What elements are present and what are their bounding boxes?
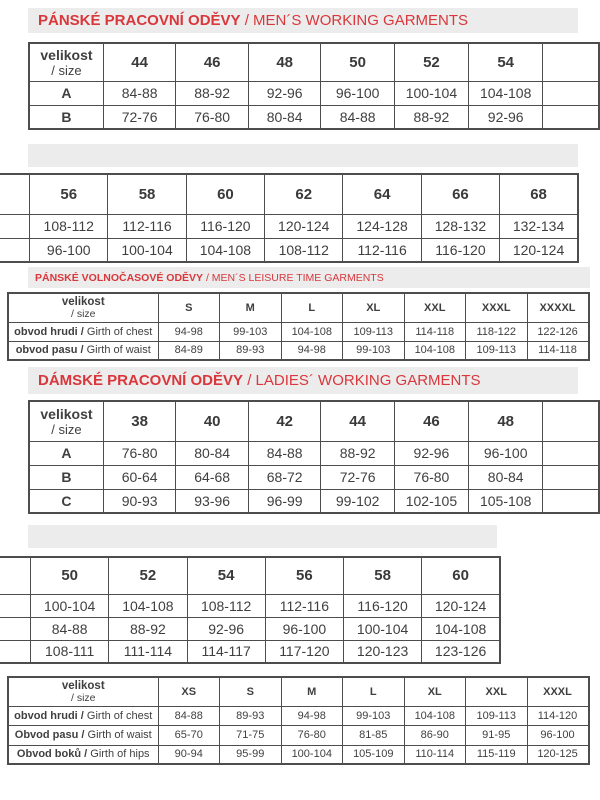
size-header-cell: 56 [30,174,108,214]
corner-label-english: / size [70,691,96,704]
row-label-cell [29,465,103,489]
row-label-cell [0,594,31,617]
ladies_work_a-corner-cell [29,401,103,441]
row-label-czech: obvod hrudi / [14,325,84,338]
ladies-work-table-a [28,400,600,514]
section-title-men-working [28,8,578,33]
size-value-cell: 68-72 [248,465,321,489]
section-title-english: / MEN´S WORKING GARMENTS [240,12,469,29]
size-value-cell: 84-88 [31,617,109,640]
size-value-cell: 96-99 [248,489,321,513]
section-title-czech: DÁMSKÉ PRACOVNÍ ODĚVY [38,372,244,389]
size-value-cell: 89-93 [220,341,282,360]
size-header-cell: 42 [248,401,321,441]
size-value-cell: 104-108 [404,341,466,360]
empty-cut-cell [543,401,599,441]
size-value-cell: 108-112 [265,238,343,262]
size-value-cell: 90-94 [158,745,220,764]
size-header-cell: 50 [31,557,109,594]
size-value-cell: 92-96 [248,81,321,105]
size-header-cell: 44 [321,401,394,441]
corner-label-english: / size [51,62,82,78]
size-header-cell: 46 [176,43,249,81]
row-label-english: Girth of chest [83,325,153,338]
empty-cut-cell [543,43,599,81]
men_work_b-corner-cell [0,174,30,214]
row-label-cell [0,238,30,262]
size-value-cell: 72-76 [321,465,394,489]
size-header-cell: XL [404,677,466,706]
size-value-cell: 60-64 [103,465,176,489]
row-label-cell [8,706,158,725]
size-header-cell: 60 [422,557,500,594]
size-value-cell: 120-124 [265,214,343,238]
size-value-cell: 80-84 [248,105,321,129]
size-header-cell: XXXL [527,677,589,706]
size-value-cell: 120-123 [343,640,421,663]
row-label-czech: Obvod pasu / [14,729,85,741]
corner-label-czech: velikost [40,405,93,422]
size-value-cell: 84-88 [103,81,176,105]
row-label-czech: A [61,85,72,101]
row-label-cell [0,214,30,238]
size-value-cell: 109-113 [466,706,528,725]
row-label-english: Girth of chest [83,709,153,722]
corner-label-czech: velikost [40,46,93,63]
divider-bar [28,525,497,548]
size-value-cell: 84-88 [158,706,220,725]
size-value-cell: 90-93 [103,489,176,513]
men-work-table-a [28,42,600,130]
size-value-cell: 115-119 [466,745,528,764]
size-value-cell: 71-75 [220,725,282,745]
size-value-cell: 117-120 [265,640,343,663]
size-value-cell: 92-96 [469,105,543,129]
section-title-ladies-working [28,367,578,394]
size-header-cell: XXL [404,293,466,322]
size-value-cell: 104-108 [469,81,543,105]
size-header-cell: 58 [343,557,421,594]
section-title-czech: PÁNSKÉ PRACOVNÍ ODĚVY [38,12,241,29]
size-value-cell: 114-120 [527,706,589,725]
size-value-cell: 132-134 [500,214,578,238]
size-header-cell: XXL [466,677,528,706]
men_work_a-corner-cell [29,43,103,81]
row-label-cell [8,745,158,764]
size-value-cell: 104-108 [281,322,343,341]
ladies_leisure-corner-cell [8,677,158,706]
men-leisure-size-table [7,292,590,361]
size-header-cell: 44 [103,43,176,81]
size-value-cell: 128-132 [421,214,499,238]
size-value-cell: 94-98 [281,341,343,360]
row-label-cell [0,640,31,663]
size-value-cell: 88-92 [394,105,468,129]
size-value-cell: 100-104 [31,594,109,617]
size-value-cell: 94-98 [281,706,343,725]
row-label-czech: C [61,492,72,509]
size-value-cell: 114-117 [187,640,265,663]
size-header-cell: 62 [265,174,343,214]
size-value-cell: 108-112 [187,594,265,617]
size-header-cell: 38 [103,401,176,441]
section-title-english: / MEN´S LEISURE TIME GARMENTS [203,271,384,284]
size-value-cell: 96-100 [469,441,543,465]
size-value-cell: 88-92 [321,441,394,465]
size-value-cell: 88-92 [109,617,187,640]
size-value-cell: 112-116 [265,594,343,617]
section-title-men-leisure [28,267,590,288]
size-header-cell: 40 [176,401,249,441]
empty-cut-cell [543,465,599,489]
size-value-cell: 123-126 [422,640,500,663]
row-label-czech: A [61,445,72,461]
row-label-cell [0,617,31,640]
ladies-leisure-size-table [7,676,590,765]
row-label-english: Girth of waist [83,344,151,357]
size-value-cell: 99-103 [343,706,405,725]
size-value-cell: 91-95 [466,725,528,745]
size-value-cell: 81-85 [343,725,405,745]
size-value-cell: 109-113 [466,341,528,360]
empty-cut-cell [543,489,599,513]
size-value-cell: 92-96 [394,441,468,465]
size-header-cell: 64 [343,174,421,214]
size-header-cell: XL [343,293,405,322]
size-header-cell: 46 [394,401,468,441]
size-value-cell: 76-80 [103,441,176,465]
size-header-cell: 48 [469,401,543,441]
size-header-cell: 56 [265,557,343,594]
row-label-english: Girth of hips [87,748,150,761]
men-leisure-table [7,292,590,364]
size-value-cell: 100-104 [108,238,186,262]
size-value-cell: 100-104 [394,81,468,105]
row-label-cell [29,489,103,513]
section-title-czech: PÁNSKÉ VOLNOČASOVÉ ODĚVY [35,271,204,284]
size-value-cell: 105-108 [469,489,543,513]
size-value-cell: 65-70 [158,725,220,745]
size-header-cell: XS [158,677,220,706]
size-value-cell: 80-84 [176,441,249,465]
row-label-czech: B [61,469,72,485]
men-work-sizes-table-56-68 [0,173,579,267]
row-label-cell [8,341,158,360]
size-value-cell: 96-100 [265,617,343,640]
divider-bar [28,144,578,167]
row-label-czech: obvod hrudi / [14,709,84,722]
size-value-cell: 114-118 [527,341,589,360]
ladies-work-sizes-table-38-48 [28,400,600,519]
size-value-cell: 99-103 [343,341,405,360]
men_leisure-corner-cell [8,293,158,322]
empty-cut-cell [543,81,599,105]
section-title-english: / LADIES´ WORKING GARMENTS [243,372,481,389]
size-header-cell: 60 [186,174,264,214]
size-header-cell: 54 [187,557,265,594]
size-value-cell: 72-76 [103,105,176,129]
row-label-czech: obvod pasu / [15,344,84,357]
size-header-cell: XXXXL [527,293,589,322]
size-value-cell: 104-108 [109,594,187,617]
size-value-cell: 100-104 [281,745,343,764]
size-value-cell: 102-105 [394,489,468,513]
size-value-cell: 99-103 [220,322,282,341]
corner-label-english: / size [51,421,82,437]
size-header-cell: 50 [321,43,394,81]
size-value-cell: 84-88 [321,105,394,129]
size-value-cell: 86-90 [404,725,466,745]
size-value-cell: 124-128 [343,214,421,238]
size-value-cell: 109-113 [343,322,405,341]
size-value-cell: 76-80 [176,105,249,129]
size-value-cell: 112-116 [108,214,186,238]
row-label-cell [29,441,103,465]
size-value-cell: 100-104 [343,617,421,640]
size-value-cell: 76-80 [281,725,343,745]
size-header-cell: 66 [421,174,499,214]
size-value-cell: 93-96 [176,489,249,513]
size-value-cell: 94-98 [158,322,220,341]
size-header-cell: L [343,677,405,706]
size-value-cell: 80-84 [469,465,543,489]
corner-label-english: / size [70,307,96,320]
size-value-cell: 104-108 [404,706,466,725]
size-value-cell: 64-68 [176,465,249,489]
size-value-cell: 116-120 [421,238,499,262]
size-value-cell: 112-116 [343,238,421,262]
size-value-cell: 88-92 [176,81,249,105]
size-value-cell: 108-111 [31,640,109,663]
row-label-czech: Obvod boků / [16,748,88,761]
empty-cut-cell [543,105,599,129]
row-label-cell [8,322,158,341]
ladies-work-table-b [0,556,501,664]
size-value-cell: 96-100 [527,725,589,745]
size-value-cell: 120-125 [527,745,589,764]
ladies_work_b-corner-cell [0,557,31,594]
size-header-cell: 52 [109,557,187,594]
ladies-work-sizes-table-50-60 [0,556,501,668]
size-value-cell: 108-112 [30,214,108,238]
size-header-cell: L [281,293,343,322]
size-value-cell: 110-114 [404,745,466,764]
size-header-cell: 68 [500,174,578,214]
men-work-sizes-table-44-54 [28,42,600,136]
size-header-cell: 48 [248,43,321,81]
size-value-cell: 105-109 [343,745,405,764]
size-header-cell: M [220,293,282,322]
size-header-cell: S [158,293,220,322]
size-value-cell: 96-100 [30,238,108,262]
size-value-cell: 92-96 [187,617,265,640]
size-value-cell: 116-120 [186,214,264,238]
size-header-cell: 58 [108,174,186,214]
row-label-cell [29,105,103,129]
size-header-cell: 52 [394,43,468,81]
size-value-cell: 120-124 [422,594,500,617]
size-header-cell: 54 [469,43,543,81]
size-value-cell: 118-122 [466,322,528,341]
size-value-cell: 114-118 [404,322,466,341]
size-value-cell: 111-114 [109,640,187,663]
size-header-cell: M [281,677,343,706]
size-value-cell: 84-89 [158,341,220,360]
row-label-english: Girth of waist [84,729,152,741]
row-label-cell [29,81,103,105]
size-value-cell: 76-80 [394,465,468,489]
row-label-cell [8,725,158,745]
corner-label-czech: velikost [61,679,105,692]
size-value-cell: 122-126 [527,322,589,341]
size-value-cell: 99-102 [321,489,394,513]
size-value-cell: 104-108 [422,617,500,640]
ladies-leisure-table [7,676,590,768]
size-value-cell: 89-93 [220,706,282,725]
size-value-cell: 95-99 [220,745,282,764]
size-value-cell: 96-100 [321,81,394,105]
size-value-cell: 104-108 [186,238,264,262]
row-label-czech: B [61,108,72,125]
men-work-table-b [0,173,579,263]
size-header-cell: S [220,677,282,706]
size-header-cell: XXXL [466,293,528,322]
empty-cut-cell [543,441,599,465]
size-value-cell: 84-88 [248,441,321,465]
size-value-cell: 120-124 [500,238,578,262]
size-value-cell: 116-120 [343,594,421,617]
corner-label-czech: velikost [61,295,105,308]
